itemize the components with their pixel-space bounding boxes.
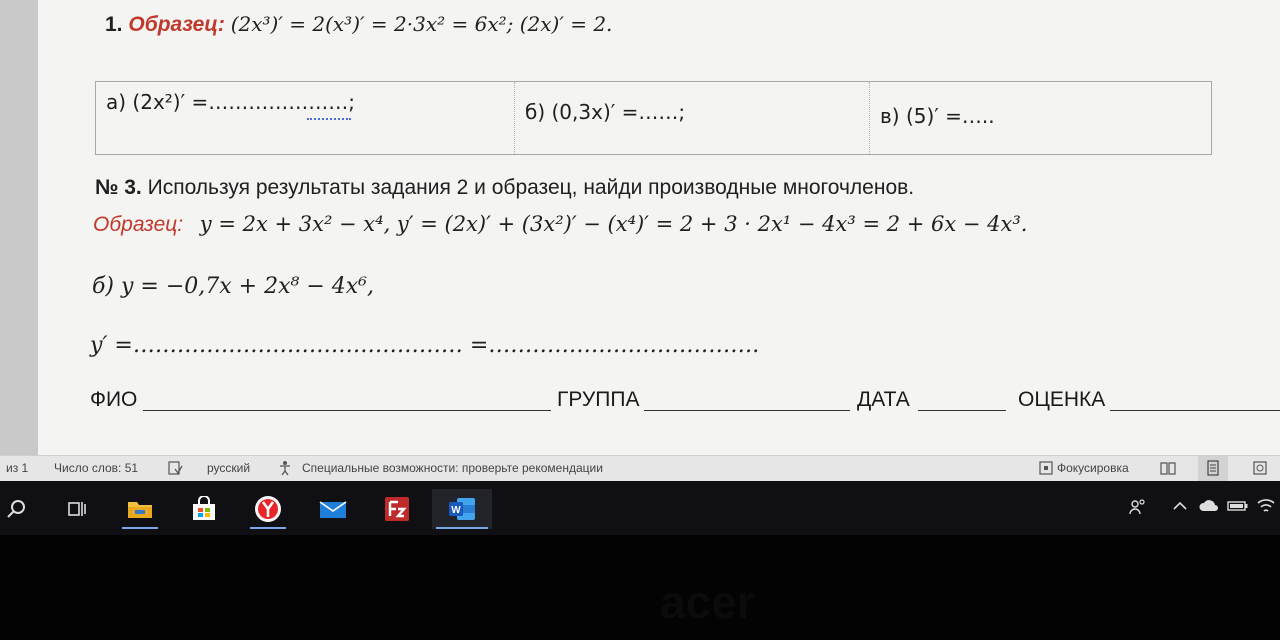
web-layout-icon[interactable] (1252, 460, 1268, 476)
wifi-icon[interactable] (1256, 497, 1276, 515)
task3-answer-line: y′ =……………………………………… =………………………………. (90, 333, 760, 358)
active-indicator (250, 527, 286, 529)
word-count[interactable]: Число слов: 51 (54, 461, 139, 475)
task-table (95, 81, 1212, 155)
filezilla-icon (383, 495, 411, 523)
proofing-icon[interactable] (167, 460, 183, 476)
active-indicator (436, 527, 488, 529)
search-icon (5, 498, 27, 520)
task3-part-b: б) y = −0,7x + 2x⁸ − 4x⁶, (92, 274, 374, 299)
grade-blank[interactable] (1110, 410, 1280, 411)
table-cell-c[interactable] (869, 82, 1211, 154)
active-indicator (122, 527, 158, 529)
page-indicator[interactable]: из 1 (6, 461, 29, 475)
task3-example-line (93, 212, 1027, 237)
search-button[interactable] (0, 489, 38, 529)
monitor-logo: acer (660, 576, 755, 628)
fio-blank[interactable] (143, 410, 551, 411)
table-cell-b[interactable] (514, 82, 869, 154)
word-button[interactable] (432, 489, 492, 529)
task1-formula: (2x³)′ = 2(x³)′ = 2·3x² = 6x²; (2x)′ = 2. (230, 12, 613, 36)
chevron-up-icon[interactable] (1172, 499, 1188, 513)
focus-mode-label[interactable]: Фокусировка (1057, 461, 1129, 475)
yandex-browser-button[interactable] (246, 489, 290, 529)
cloud-icon[interactable] (1198, 499, 1220, 513)
fio-label: ФИО (90, 388, 138, 411)
group-blank[interactable] (644, 410, 850, 411)
date-label: ДАТА (857, 388, 910, 411)
accessibility-icon[interactable] (278, 460, 294, 476)
task3-example-formula: y = 2x + 3x² − x⁴, y′ = (2x)′ + (3x²)′ − (x⁴)′ = 2 + 3 · 2x¹ − 4x³ = 2 + 6x − 4x³. (199, 212, 1028, 236)
language-indicator[interactable]: русский (207, 461, 251, 475)
word-status-bar (0, 455, 1280, 481)
battery-icon[interactable] (1227, 500, 1249, 512)
windows-taskbar (0, 481, 1280, 535)
mail-button[interactable] (311, 489, 355, 529)
file-explorer-button[interactable] (118, 489, 162, 529)
cell-a-text: а) (2x²)′ =…………………; (106, 90, 355, 114)
date-blank[interactable] (918, 410, 1006, 411)
grade-label: ОЦЕНКА (1018, 388, 1106, 411)
accessibility-status[interactable]: Специальные возможности: проверьте рекомендации (302, 461, 603, 475)
task-view-icon (65, 498, 87, 520)
monitor-bezel (0, 535, 1280, 640)
yandex-browser-icon (253, 494, 283, 524)
word-icon (447, 496, 477, 522)
task1-line (105, 12, 612, 37)
cell-b-text: б) (0,3x)′ =……; (525, 100, 686, 124)
print-layout-button[interactable] (1198, 456, 1228, 481)
file-explorer-icon (126, 497, 154, 521)
task1-example-label: Образец: (128, 13, 225, 36)
task3-example-label: Образец: (93, 213, 184, 236)
task3-heading-line (95, 176, 914, 200)
cell-c-text: в) (5)′ =….. (880, 104, 995, 128)
task3-number: № 3. (95, 176, 142, 199)
task1-number: 1. (105, 13, 123, 36)
focus-icon[interactable] (1038, 460, 1054, 476)
filezilla-button[interactable] (375, 489, 419, 529)
signature-row (90, 388, 1280, 418)
spellcheck-underline (307, 118, 351, 120)
print-layout-icon (1205, 460, 1221, 476)
table-cell-a[interactable] (96, 82, 514, 154)
task-view-button[interactable] (54, 489, 98, 529)
read-mode-icon[interactable] (1160, 460, 1176, 476)
group-label: ГРУППА (557, 388, 640, 411)
task3-heading: Используя результаты задания 2 и образец, найди производные многочленов. (147, 176, 915, 199)
store-icon (190, 496, 218, 522)
store-button[interactable] (182, 489, 226, 529)
people-icon[interactable] (1128, 497, 1148, 517)
mail-icon (318, 497, 348, 521)
svg-text:W: W (451, 505, 461, 516)
